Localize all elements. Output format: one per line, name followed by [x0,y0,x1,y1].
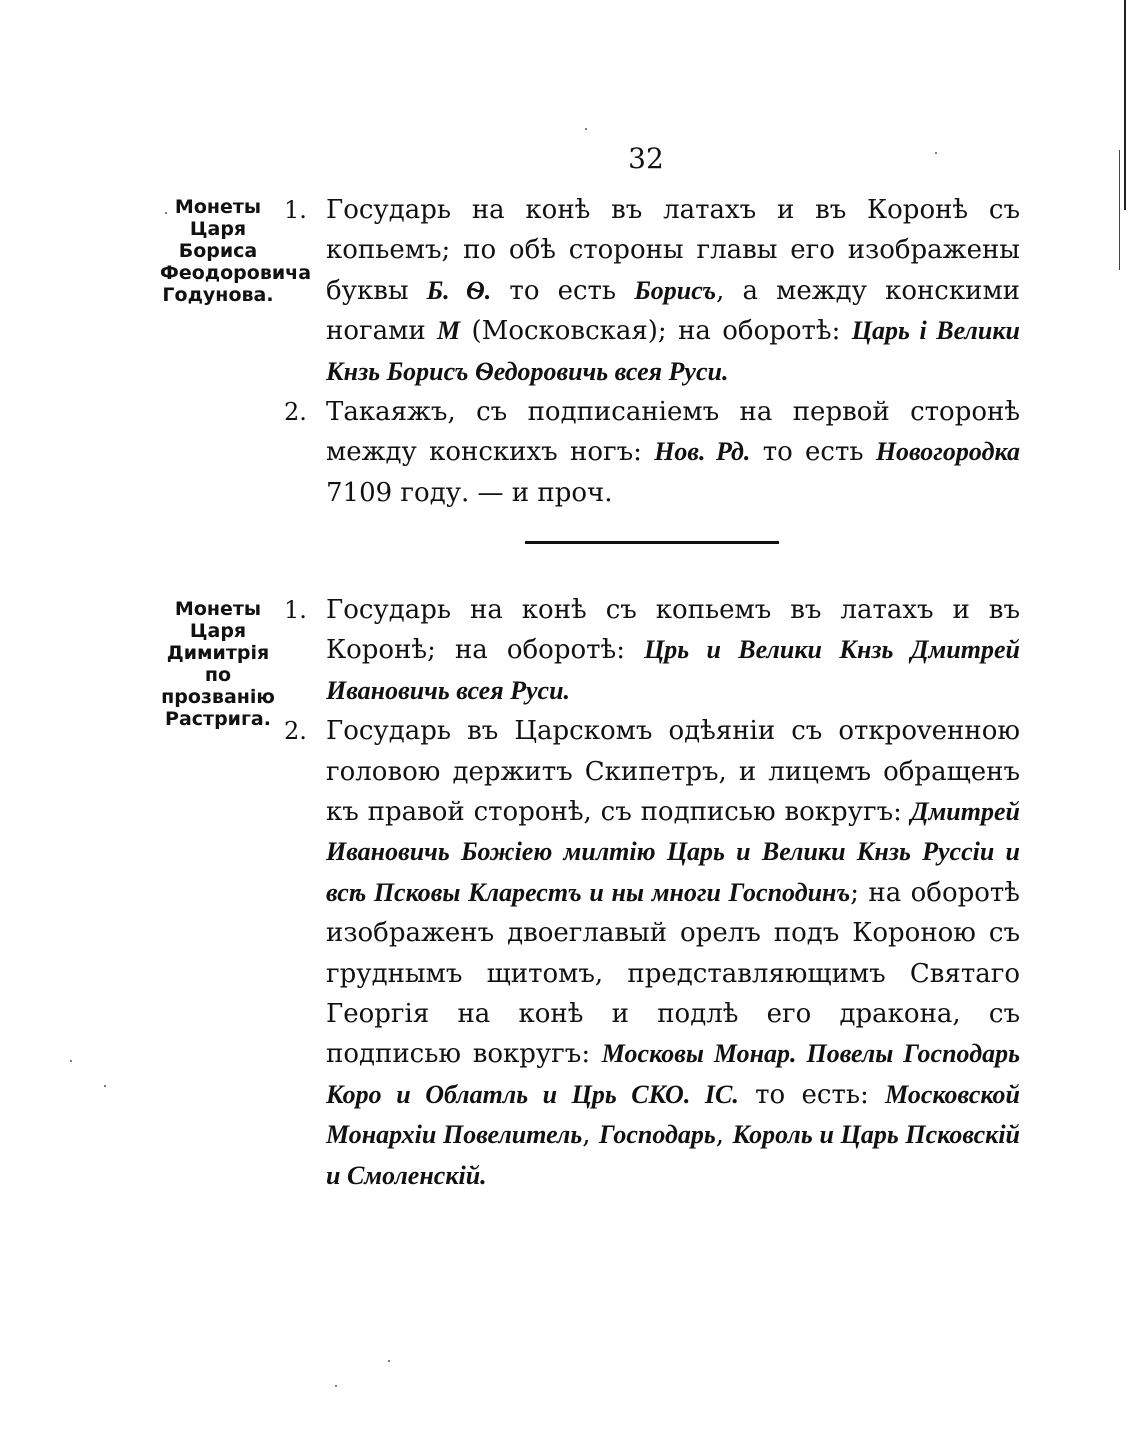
section-divider [525,541,779,544]
list-item [280,190,1020,392]
page-edge-line [1124,0,1126,210]
print-speck [935,152,937,154]
print-speck [70,1060,72,1062]
italic-text-segment: Московы Монар. Повелы Господарь Коро и Облатль и Црь СКО. ІС. [326,1039,1020,1109]
italic-text-segment: Б. Ѳ. [426,275,492,305]
list-item [280,392,1020,513]
text-segment: Государь на конѣ въ латахъ и въ Коронѣ съ копьемъ; по обѣ стороны главы его изображены буквы [326,195,1020,306]
text-segment: Такаяжъ, съ подписаніемъ на первой сторонѣ между конскихъ ногъ: [326,397,1020,468]
italic-text-segment: Нов. Рд. [654,437,751,467]
list-item [280,590,1020,711]
italic-text-segment: Дмитрей Ивановичь Божіею милтію Царь и Велики Кнзь Руссіи и всѣ Псковы Кларестъ и ны многи Господинъ [326,797,1020,907]
italic-text-segment: Борисъ [634,275,717,305]
text-segment: то есть: [738,1079,886,1110]
item-number: 2. [284,717,307,746]
print-speck [335,1385,337,1387]
print-speck [165,212,167,214]
print-speck [104,1085,106,1087]
text-segment: ; на оборотѣ изображенъ двоеглавый орелъ подъ Короною съ груднымъ щитомъ, представляющимъ Святаго Георгія на конѣ и подлѣ его дракона, съ подписью вокругъ: [326,877,1020,1070]
italic-text-segment: Црь и Велики Кнзь Дмитрей Ивановичь всея Руси. [326,635,1021,705]
item-text [326,195,1020,387]
print-speck [388,1360,390,1362]
italic-text-segment: Новогородка [875,437,1020,467]
italic-text-segment: М [437,316,461,346]
italic-text-segment: Король и Царь Псковскій и Смоленскій. [326,1120,1021,1190]
print-speck [585,128,587,130]
text-segment: то есть [750,437,876,468]
list-item [280,711,1020,1196]
italic-text-segment: Московской Монархіи Повелитель [326,1079,1021,1150]
italic-text-segment: Господарь [599,1120,716,1150]
text-segment: , [715,1120,733,1151]
item-number: 1. [284,596,307,624]
item-list [280,190,1020,513]
text-segment: 7109 году. — и проч. [326,477,613,508]
item-text [326,716,1020,1190]
text-segment: (Московская); на оборотѣ: [460,316,852,347]
italic-text-segment: Царь і Велики Кнзь Борисъ Ѳедоровичь всея Руси. [326,316,1020,386]
text-segment: Государь на конѣ съ копьемъ въ латахъ и въ Коронѣ; на оборотѣ: [326,595,1020,666]
text-segment: , а между конскими ногами [326,275,1020,347]
text-segment: то есть [491,275,635,306]
margin-note: Монеты Царя Димитрія по прозванію Растрига. [161,598,275,730]
page-number: 32 [628,142,664,175]
item-number: 2. [284,398,307,427]
item-text [326,595,1020,706]
item-number: 1. [284,196,307,224]
text-segment: Государь въ Царскомъ одѣяніи съ открovенною головою держитъ Скипетръ, и лицемъ обращенъ къ правой сторонѣ, съ подписью вокругъ: [326,716,1020,828]
item-text [326,397,1020,508]
item-list [280,590,1020,1196]
margin-note: Монеты Царя Бориса Феодоровича Годунова. [160,196,312,306]
text-segment: , [582,1120,599,1151]
